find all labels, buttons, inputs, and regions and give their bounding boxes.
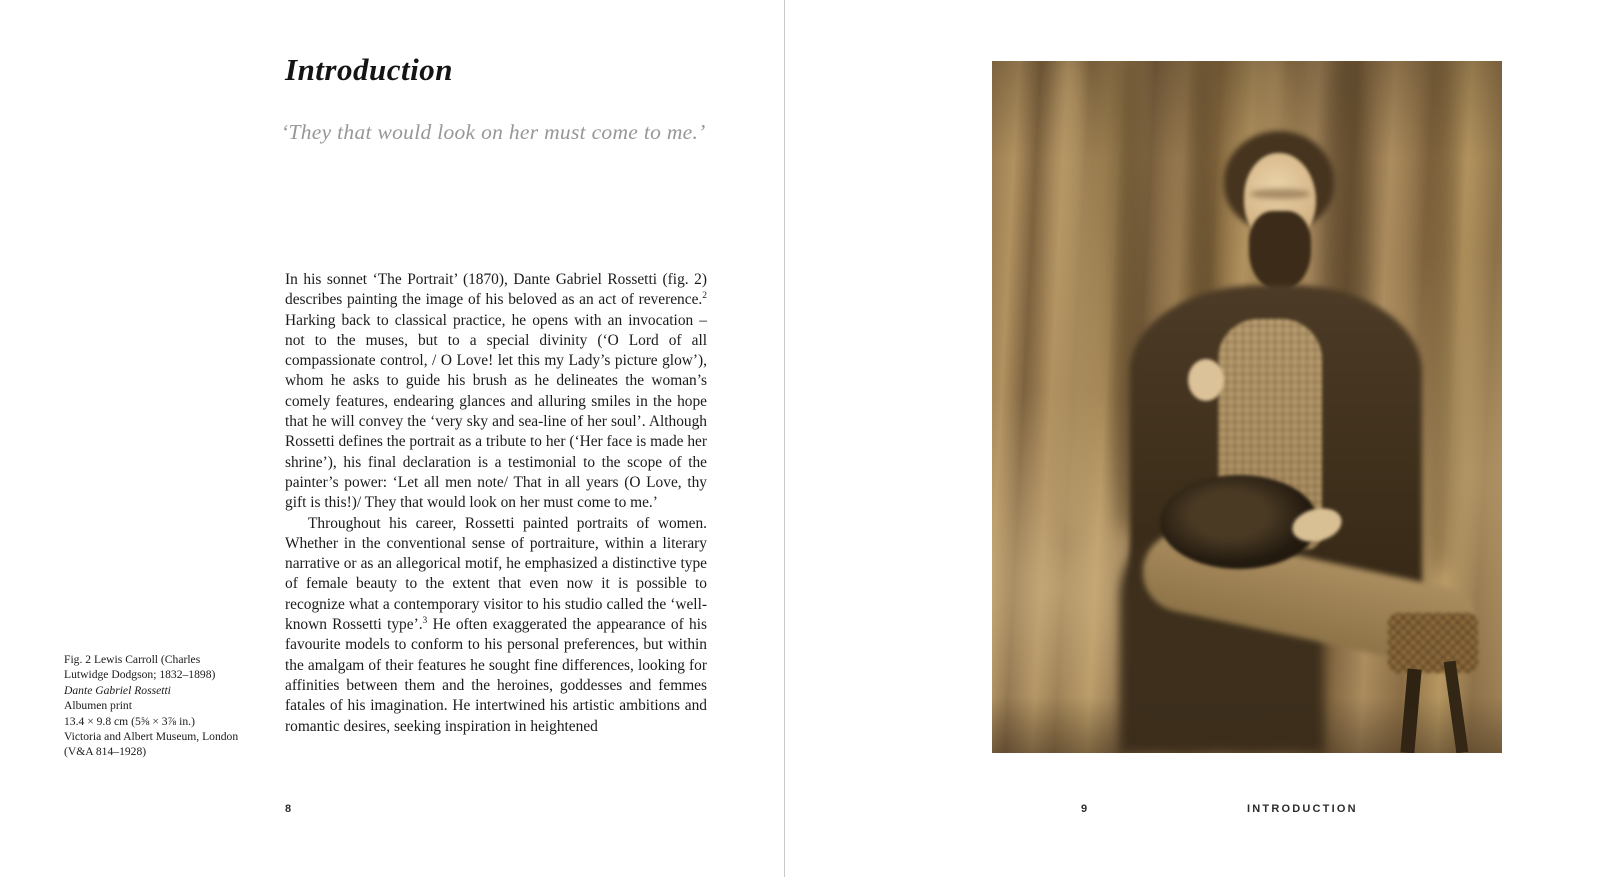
body-paragraph-1 [285,270,707,514]
chapter-title: Introduction [285,52,453,87]
figure-beard [1249,211,1311,291]
footnote-marker-2: 2 [702,291,707,302]
body-paragraph-2 [285,514,707,737]
caption-artist-dates: Lutwidge Dodgson; 1832–1898) [64,668,216,682]
paragraph-1-continuation: Harking back to classical practice, he opens with an invocation – not to the muses, but to a special divinity (‘O Lord of all compassionate control, / O Love! let this my Lady’s picture glow’), whom he asks to guide his brush as he delineates the woman’s comely features, endearing glances and alluring smiles in the hope that he will convey the ‘very sky and sea-line of her soul’. Although Rossetti defines the portrait as a tribute to her (‘Her face is made her shrine’), his final declaration is a testimonial to the scope of the painter’s power: ‘Let all men note/ That in all years (O Love, thy gift is this!)/ They that would look on her must come to me.’ [285,311,707,512]
epigraph-quote: ‘They that would look on her must come to me.’ [281,120,706,144]
caption-artist-line: Fig. 2 Lewis Carroll (Charles [64,653,201,666]
paragraph-2-continuation: He often exaggerated the appearance of his favourite models to conform to his personal preferences, but within the amalgam of their features he sought fine differences, looking for affinities between them and the heroines, goddesses and femmes fatales of his imagination. He intertwined his artistic ambitions and romantic desires, seeking inspiration in heightened [285,616,707,735]
caption-work-title: Dante Gabriel Rossetti [64,683,171,697]
figure-eyes-shadow [1250,189,1310,199]
figure-caption [64,652,279,760]
photo-bottom-shadow [992,697,1502,753]
paragraph-1-text: In his sonnet ‘The Portrait’ (1870), Dante Gabriel Rossetti (fig. 2) describes painting the image of his beloved as an act of reverence. [285,271,707,309]
footnote-marker-3: 3 [422,615,428,626]
drapery-highlight [1050,61,1090,531]
figure-raised-hand [1188,359,1224,401]
drapery-fold [1422,61,1458,571]
caption-medium: Albumen print [64,699,132,713]
running-footer: INTRODUCTION [1247,803,1358,815]
body-text-column [285,270,707,737]
portrait-photograph [992,61,1502,753]
page-number-right: 9 [1081,803,1089,815]
page-gutter-divider [784,0,785,877]
cane-chair-seat [1388,613,1478,673]
caption-accession-number: (V&A 814–1928) [64,745,147,759]
page-number-left: 8 [285,803,293,815]
caption-collection: Victoria and Albert Museum, London [64,730,239,744]
paragraph-2-text: Throughout his career, Rossetti painted portraits of women. Whether in the conventional sense of portraiture, within a literary narrative or as an allegorical motif, he emphasized a distinctive type of female beauty to the extent that even now it is possible to recognize what a contemporary visitor to his studio called the ‘well-known Rossetti type’. [285,514,707,634]
caption-dimensions: 13.4 × 9.8 cm (5⅝ × 3⅞ in.) [64,714,195,728]
